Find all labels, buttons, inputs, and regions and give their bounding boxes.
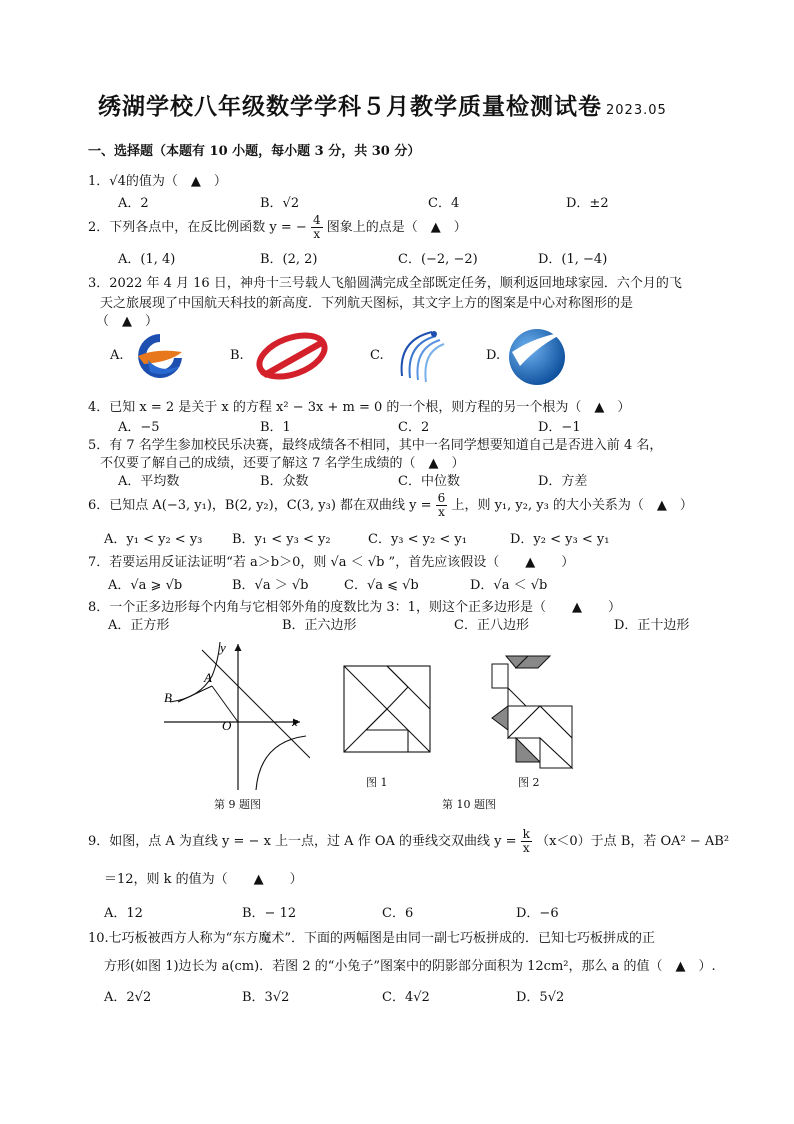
q8-option-c: C．正八边形 [454, 618, 529, 633]
q7-option-d: D．√a ＜ √b [470, 578, 548, 593]
q1-option-c: C．4 [428, 196, 460, 211]
q9-option-d: D．−6 [516, 906, 559, 921]
q9-option-a: A．12 [104, 906, 143, 921]
q1-option-b: B．√2 [260, 196, 300, 211]
q1-stem: 的值为（ ▲ ） [125, 174, 227, 189]
logo-c-arc-4 [425, 344, 444, 382]
fig2-caption: 图 2 [518, 776, 540, 789]
question-2 [88, 214, 467, 241]
q5-option-c: C．中位数 [398, 474, 460, 489]
q2-stem-start: 2．下列各点中，在反比例函数 y = − [88, 220, 307, 235]
q10-figure-caption: 第 10 题图 [442, 798, 496, 811]
q7-stem: 7．若要运用反证法证明“若 a＞b＞0，则 √a ＜ √b ”，首先应该假设（ ▲ ） [88, 555, 575, 570]
q9-frac-den: x [522, 841, 530, 855]
hyperbola-upper-branch [170, 642, 220, 702]
section-heading: 一、选择题（本题有 10 小题，每小题 3 分，共 30 分） [88, 144, 421, 159]
hyperbola-lower-branch [256, 736, 306, 790]
q9-line-2: ＝12，则 k 的值为（ ▲ ） [104, 872, 303, 887]
q9-fraction [521, 828, 532, 855]
q8-option-d: D．正十边形 [614, 618, 690, 633]
q10-line-1: 10.七巧板被西方人称为“东方魔术”．下面的两幅图是由同一副七巧板拼成的．已知七巧板拼成的正 [88, 931, 655, 946]
y-axis-label: y [220, 640, 226, 655]
q3-line-2: 天之旅展现了中国航天科技的新高度．下列航天图标，其文字上方的图案是中心对称图形的是 [100, 296, 634, 311]
q5-line-2: 不仅要了解自己的成绩，还要了解这 7 名学生成绩的（ ▲ ） [100, 456, 465, 471]
question-6 [88, 492, 693, 519]
q6-option-c: C．y₃ < y₂ < y₁ [368, 532, 467, 547]
point-b-label: B [164, 690, 172, 705]
q1-option-a: A．2 [118, 196, 149, 211]
q4-option-d: D．−1 [538, 420, 581, 435]
q1-option-d: D．±2 [566, 196, 609, 211]
q2-stem-end: 图象上的点是（ ▲ ） [326, 220, 467, 235]
q8-option-a: A．正方形 [108, 618, 170, 633]
line-y-neg-x [202, 650, 310, 758]
q9-figure-caption: 第 9 题图 [214, 798, 261, 811]
q2-option-c: C．(−2, −2) [398, 252, 478, 267]
q2-frac-den: x [313, 227, 321, 241]
q4-stem: 4．已知 x = 2 是关于 x 的方程 x² − 3x + m = 0 的一个根，则方程的另一个根为（ ▲ ） [88, 400, 631, 415]
q3-line-3: （ ▲ ） [96, 314, 158, 329]
q6-option-d: D．y₂ < y₃ < y₁ [510, 532, 610, 547]
q4-option-a: A．−5 [118, 420, 160, 435]
q10-option-a: A．2√2 [104, 990, 152, 1005]
q10-option-d: D．5√2 [516, 990, 565, 1005]
tangram-square-edge-2 [387, 687, 408, 709]
q6-frac-num: 6 [437, 491, 446, 505]
q2-fraction [311, 214, 323, 241]
q2-option-b: B．(2, 2) [260, 252, 318, 267]
page-title [98, 88, 667, 121]
q7-option-a: A．√a ⩾ √b [108, 578, 183, 593]
logo-d-image [506, 326, 568, 388]
logo-c-arc-3 [417, 340, 440, 380]
q8-stem: 8．一个正多边形每个内角与它相邻外角的度数比为 3：1，则这个正多边形是（ ▲ ） [88, 600, 621, 615]
rabbit-head-square [492, 664, 508, 688]
q5-option-a: A．平均数 [118, 474, 180, 489]
q2-option-a: A．(1, 4) [118, 252, 176, 267]
exam-date: 2023.05 [606, 103, 667, 118]
fig1-caption: 图 1 [366, 776, 388, 789]
q8-option-b: B．正六边形 [282, 618, 357, 633]
q1-number: 1． [88, 174, 110, 189]
tangram-rabbit-figure [488, 652, 584, 772]
q9-frac-num: k [522, 827, 530, 841]
rabbit-neck-triangle [508, 688, 526, 706]
q10-option-c: C．4√2 [382, 990, 430, 1005]
origin-label: O [222, 718, 232, 733]
rabbit-chest-shaded [492, 706, 508, 730]
q9-figure [160, 636, 310, 796]
q3-option-d: D. [486, 348, 501, 363]
q6-stem-end: 上，则 y₁, y₂, y₃ 的大小关系为（ ▲ ） [451, 498, 693, 513]
q3-line-1: 3．2022 年 4 月 16 日，神舟十三号载人飞船圆满完成全部既定任务，顺利返回地球家园．六个月的飞 [88, 276, 682, 291]
q6-option-a: A．y₁ < y₂ < y₃ [104, 532, 203, 547]
q9-stem-end: （x＜0）于点 B，若 OA² − AB² [536, 834, 730, 849]
segment-oa [212, 686, 238, 722]
q5-option-b: B．众数 [260, 474, 309, 489]
tangram-square-edge-1 [387, 666, 408, 687]
question-9 [88, 828, 729, 855]
q3-option-b: B. [230, 348, 244, 363]
q6-frac-den: x [438, 505, 445, 519]
q1-sqrt: √4 [109, 174, 126, 189]
segment-ab [178, 686, 212, 702]
q7-option-b: B．√a ＞ √b [232, 578, 309, 593]
q3-option-c: C. [370, 348, 384, 363]
point-a-label: A [204, 670, 212, 685]
tangram-parallelogram-edge [366, 709, 387, 730]
q4-option-b: B．1 [260, 420, 291, 435]
q10-option-b: B．3√2 [242, 990, 290, 1005]
q2-option-d: D．(1, −4) [538, 252, 608, 267]
x-axis-label: x [292, 714, 298, 729]
q6-option-b: B．y₁ < y₃ < y₂ [232, 532, 331, 547]
logo-c-image [388, 326, 448, 384]
q2-frac-num: 4 [312, 213, 321, 227]
q3-option-a: A. [110, 348, 124, 363]
logo-c-dot [431, 331, 437, 337]
q9-stem-start: 9．如图，点 A 为直线 y = − x 上一点，过 A 作 OA 的垂线交双曲线 y = [88, 834, 517, 849]
title-text: 绣湖学校八年级数学学科５月教学质量检测试卷 [98, 94, 602, 120]
q6-stem-start: 6．已知点 A(−3, y₁)，B(2, y₂)，C(3, y₃) 都在双曲线 y = [88, 498, 432, 513]
tangram-square-figure [340, 660, 436, 760]
q5-option-d: D．方差 [538, 474, 588, 489]
logo-b-image [250, 332, 334, 380]
q9-option-b: B．− 12 [242, 906, 297, 921]
rabbit-foot-shaded [516, 738, 540, 762]
q9-option-c: C．6 [382, 906, 414, 921]
q5-line-1: 5．有 7 名学生参加校民乐决赛，最终成绩各不相同，其中一名同学想要知道自己是否进入前 4 名， [88, 438, 663, 453]
question-1 [88, 170, 227, 189]
q10-line-2: 方形(如图 1)边长为 a(cm)．若图 2 的“小兔子”图案中的阴影部分面积为 12cm²，那么 a 的值（ ▲ ）. [104, 959, 716, 974]
logo-a-image [130, 330, 190, 380]
q4-option-c: C．2 [398, 420, 430, 435]
q6-fraction [436, 492, 448, 519]
q7-option-c: C．√a ⩽ √b [344, 578, 419, 593]
